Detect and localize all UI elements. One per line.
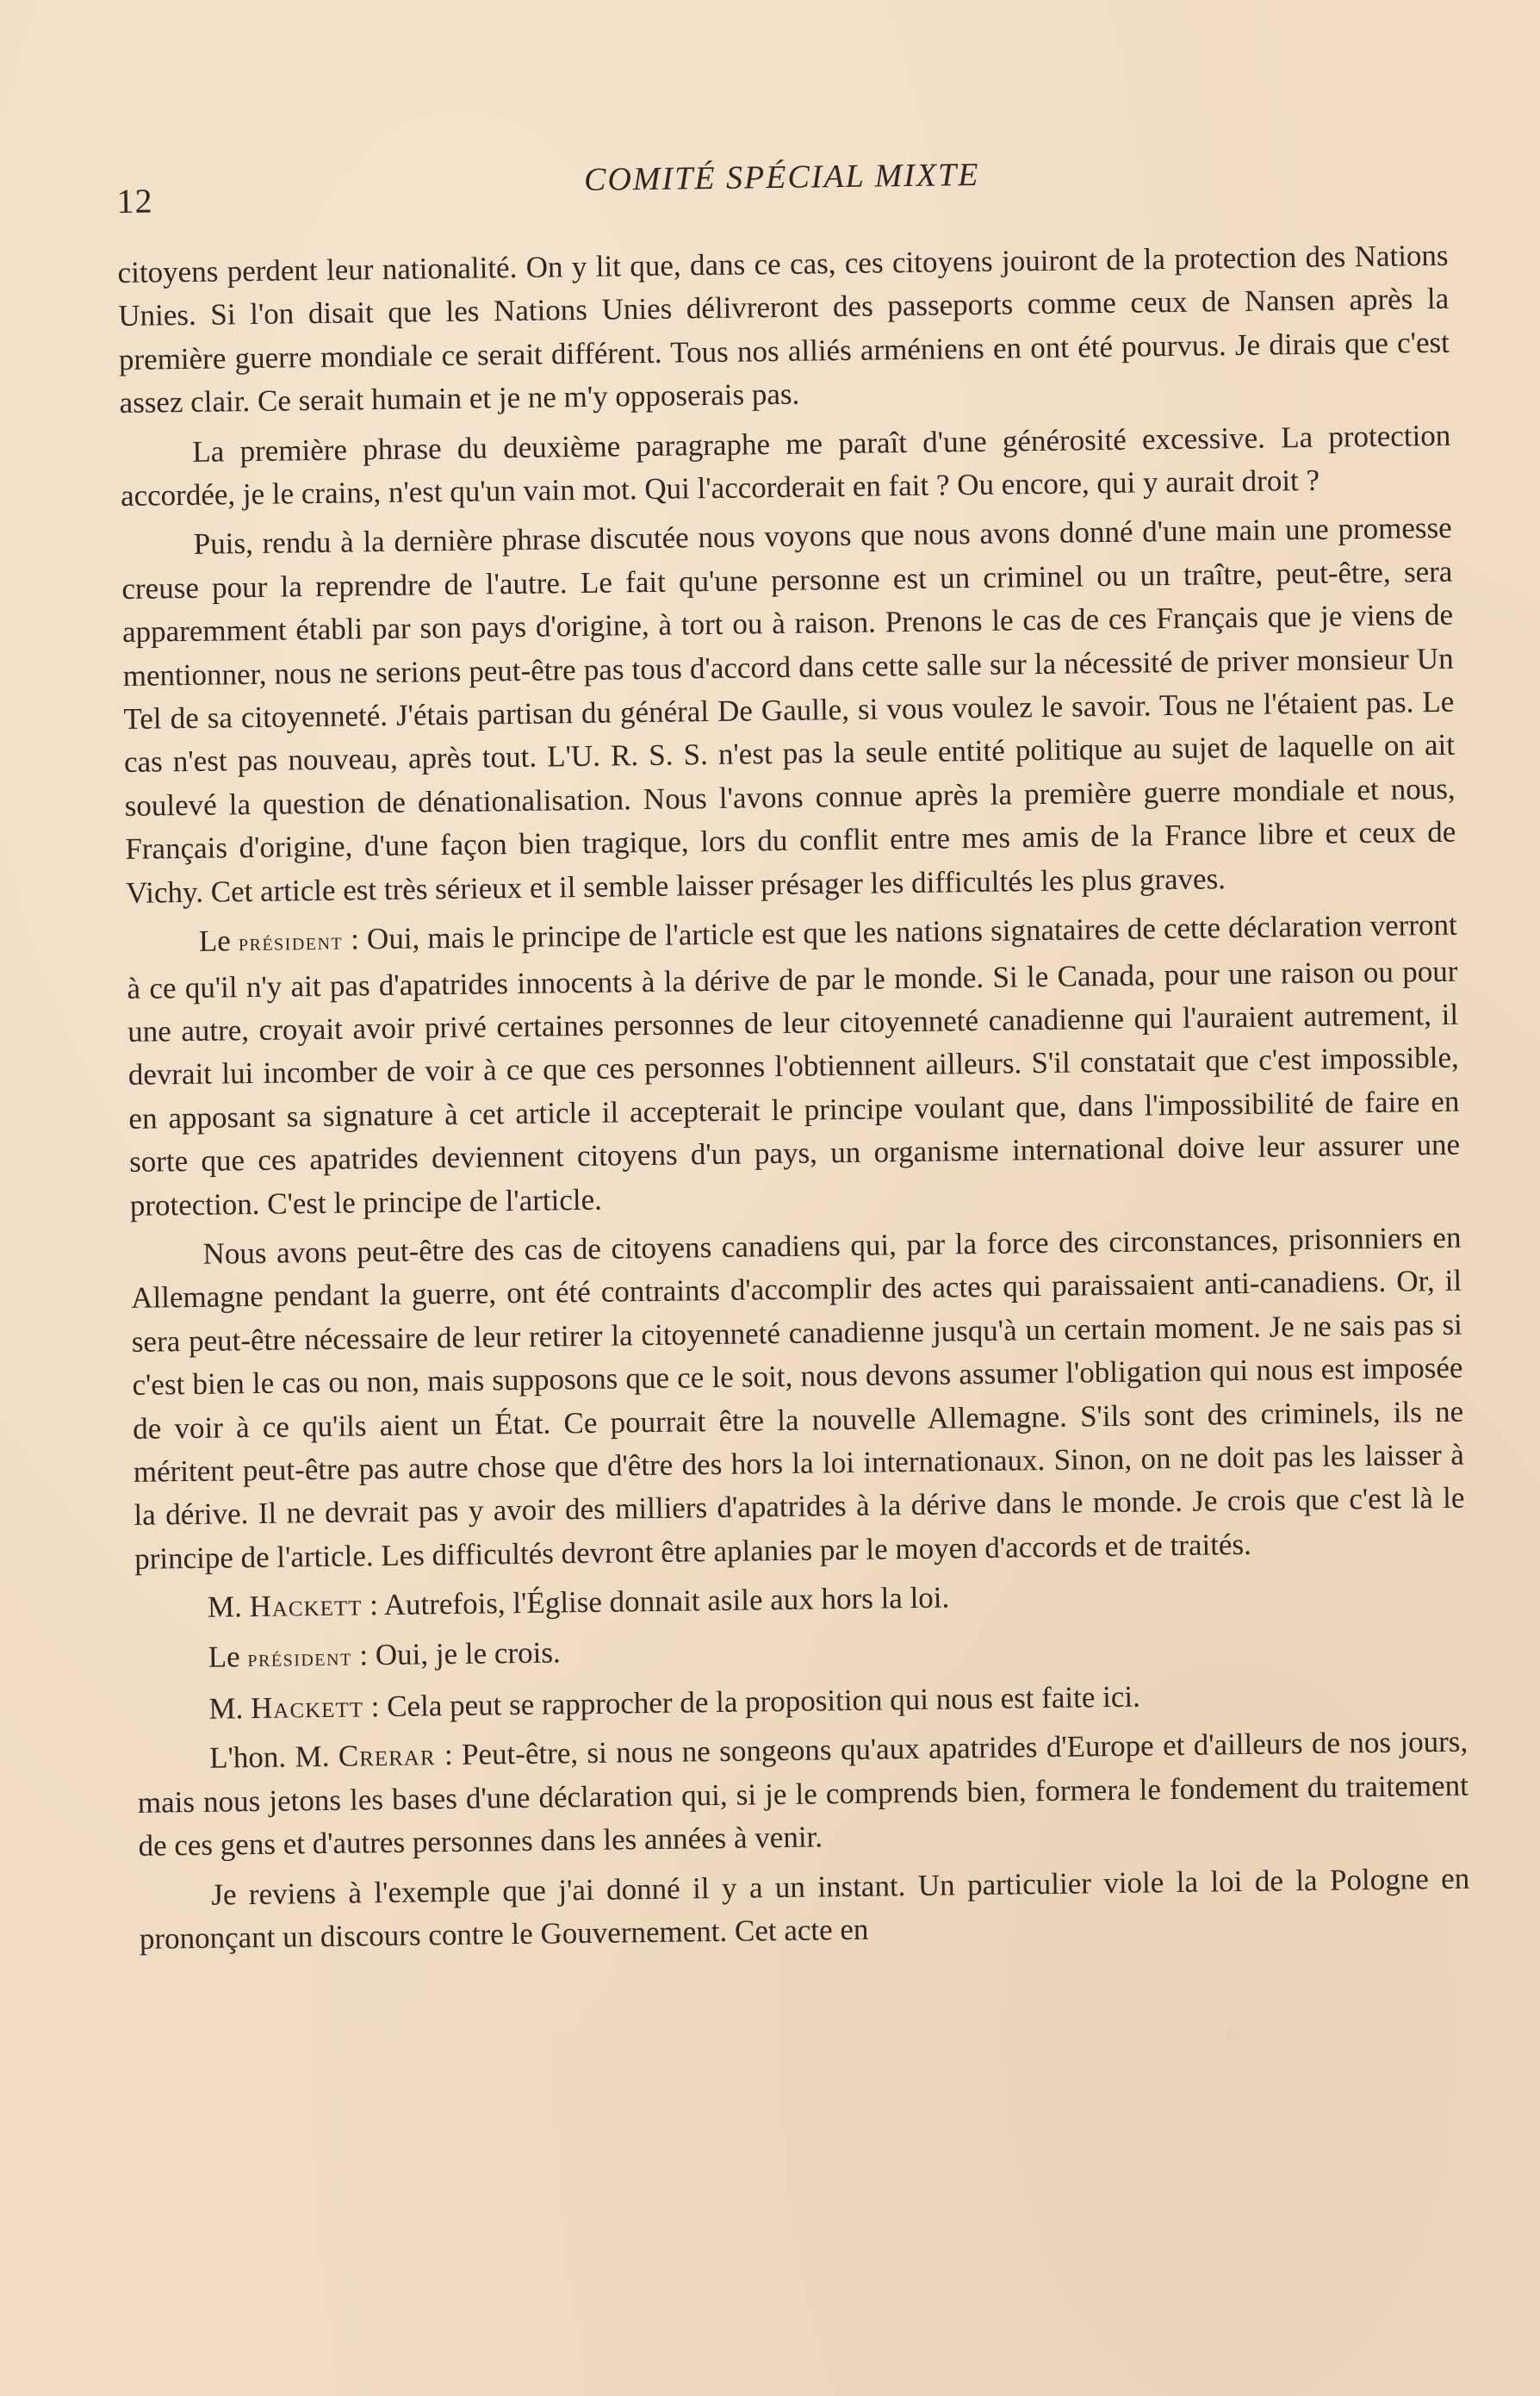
speaker-name: président	[247, 1644, 352, 1672]
speaker-prefix: Le	[208, 1639, 248, 1674]
paragraph-text: La première phrase du deuxième paragraphe me paraît d'une générosité excessive. La protection accordée, je le crains, n'est qu'un vain mot. Qui l'accorderait en fait ? Ou encore, qui y aurait droit ?	[120, 418, 1451, 513]
speaker-name: Hackett	[250, 1690, 364, 1726]
speaker-prefix: M.	[208, 1691, 251, 1726]
paragraph	[139, 1857, 1470, 1961]
paragraph-text: Nous avons peut-être des cas de citoyens canadiens qui, par la force des circonstances, prisonniers en Allemagne pendant la guerre, ont été contraints d'accomplir des actes qui paraissaient anti-canadiens. Or, il sera peut-être nécessaire de leur retirer la citoyenneté canadienne jusqu'à un certain moment. Je ne sais pas si c'est bien le cas ou non, mais supposons que ce le soit, nous devons assumer l'obligation qui nous est imposée de voir à ce qu'ils aient un État. Ce pourrait être la nouvelle Allemagne. S'ils sont des criminels, ils ne méritent peut-être pas autre chose que d'être des hors la loi internationaux. Sinon, on ne doit pas les laisser à la dérive. Il ne devrait pas y avoir des milliers d'apatrides à la dérive dans le monde. Je crois que c'est là le principe de l'article. Les difficultés devront être aplanies par le moyen d'accords et de traités.	[130, 1220, 1465, 1576]
running-title: COMITÉ SPÉCIAL MIXTE	[583, 156, 980, 198]
speech-paragraph	[127, 904, 1462, 1228]
paragraph-continuation	[117, 234, 1450, 426]
speaker-separator: :	[435, 1738, 463, 1772]
document-page	[116, 146, 1470, 1967]
speech-text: Oui, mais le principe de l'article est que les nations signataires de cette déclaration verront à ce qu'il n'y ait pas d'apatrides innocents à la dérive de par le monde. Si le Canada, pour une raison ou pour une autre, croyait avoir privé certaines personnes de leur citoyenneté canadienne qui l'auraient autrement, il devrait lui incomber de voir à ce que ces personnes l'obtiennent ailleurs. S'il constatait que c'est impossible, en apposant sa signature à cet article il accepterait le principe voulant que, dans l'impossibilité de faire en sorte que ces apatrides deviennent citoyens d'un pays, un organisme international doive leur assurer une protection. C'est le principe de l'article.	[127, 907, 1461, 1223]
speech-text: Peut-être, si nous ne songeons qu'aux apatrides d'Europe et d'ailleurs de nos jours, mais nous jetons les bases d'une déclaration qui, si je le comprends bien, formera le fondement du traitement de ces gens et d'autres personnes dans les années à venir.	[137, 1725, 1469, 1864]
speaker-name: Hackett	[249, 1588, 363, 1624]
page-number: 12	[116, 181, 153, 221]
paragraph-text: Puis, rendu à la dernière phrase discutée nous voyons que nous avons donné d'une main une promesse creuse pour la reprendre de l'autre. Le fait qu'une personne est un criminel ou un traître, peut-être, sera apparemment établi par son pays d'origine, à tort ou à raison. Prenons le cas de ces Français que je viens de mentionner, nous ne serions peut-être pas tous d'accord dans cette salle sur la nécessité de priver monsieur Un Tel de sa citoyenneté. J'étais partisan du général De Gaulle, si vous voulez le savoir. Tous ne l'étaient pas. Le cas n'est pas nouveau, après tout. L'U. R. S. S. n'est pas la seule entité politique au sujet de laquelle on ait soulevé la question de dénationalisation. Nous l'avons connue après la première guerre mondiale et nous, Français d'origine, d'une façon bien tragique, lors du conflit entre mes amis de la France libre et ceux de Vichy. Cet article est très sérieux et il semble laisser présager les difficultés les plus graves.	[121, 511, 1456, 910]
paragraph	[121, 507, 1456, 915]
running-header	[116, 146, 1448, 224]
body-text	[117, 234, 1470, 1961]
paragraph	[130, 1217, 1465, 1581]
speech-text: Autrefois, l'Église donnait asile aux hors la loi.	[383, 1580, 950, 1622]
speaker-prefix: Le	[198, 924, 239, 958]
speech-text: Oui, je le crois.	[375, 1634, 561, 1671]
speaker-separator: :	[342, 922, 368, 956]
speaker-name: Crerar	[338, 1738, 436, 1774]
paragraph-text: Je reviens à l'exemple que j'ai donné il y a un instant. Un particulier viole la loi de la Pologne en prononçant un discours contre le Gouvernement. Cet acte en	[139, 1861, 1470, 1956]
speaker-separator: :	[363, 1690, 388, 1724]
speaker-separator: :	[362, 1588, 384, 1622]
speaker-name: président	[238, 928, 344, 957]
paragraph-text: citoyens perdent leur nationalité. On y lit que, dans ce cas, ces citoyens jouiront de la protection des Nations Unies. Si l'on disait que les Nations Unies délivreront des passeports comme ceux de Nansen après la première guerre mondiale ce serait différent. Tous nos alliés arméniens en ont été pourvus. Je dirais que c'est assez clair. Ce serait humain et je ne m'y opposerais pas.	[117, 238, 1450, 420]
speech-text: Cela peut se rapprocher de la proposition qui nous est faite ici.	[386, 1679, 1141, 1724]
paragraph	[120, 414, 1451, 518]
speaker-separator: :	[351, 1637, 376, 1672]
speaker-prefix: L'hon. M.	[208, 1739, 339, 1776]
speaker-prefix: M.	[207, 1590, 250, 1624]
speech-paragraph	[137, 1721, 1469, 1868]
